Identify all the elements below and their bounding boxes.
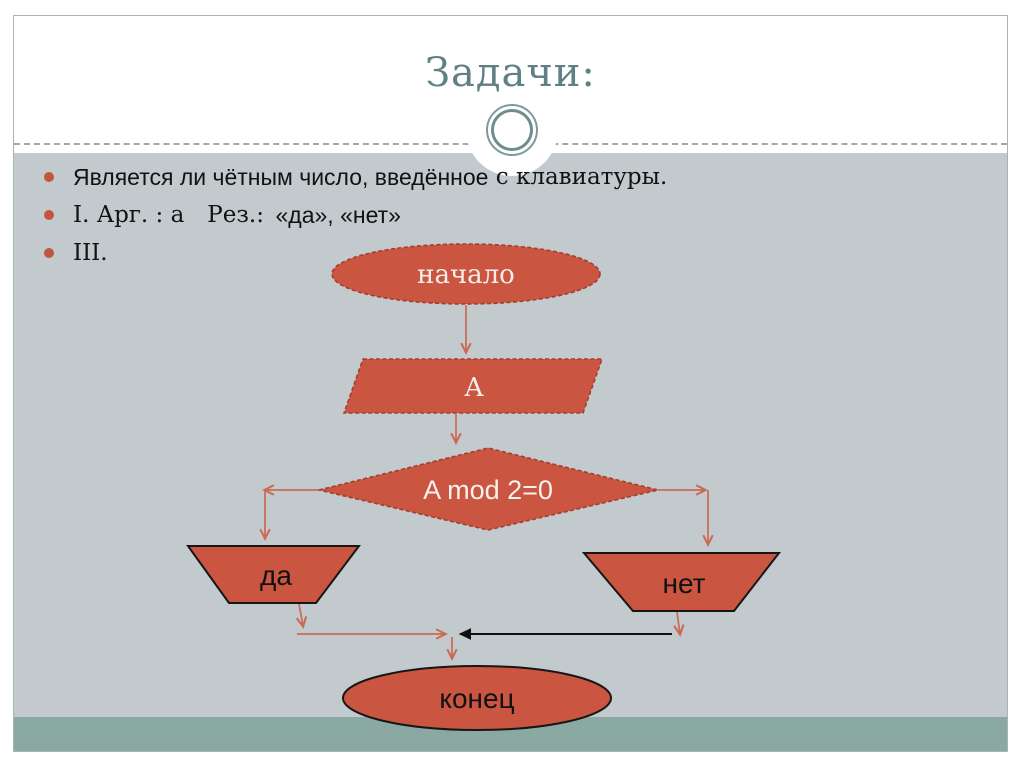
bullet-text: Является ли чётным число, введённое [73,163,489,190]
yes-label: да [260,560,292,591]
flowchart [14,16,1007,751]
end-label: конец [439,683,515,714]
condition-label: A mod 2=0 [423,475,553,505]
connector-yes-out [299,604,303,626]
slide [13,15,1008,752]
connector-no-out [677,612,680,634]
bullet-text-serif: III. [73,240,108,266]
bullet-text-serif: I. Арг. : a Рез.: [73,202,276,228]
bullet-text: «да», «нет» [275,201,401,228]
no-label: нет [662,568,706,599]
bullet-text-serif: с клавиатуры. [488,164,668,190]
slide-title: Задачи: [425,50,596,96]
input-label: А [464,373,484,403]
start-label: начало [417,260,515,290]
